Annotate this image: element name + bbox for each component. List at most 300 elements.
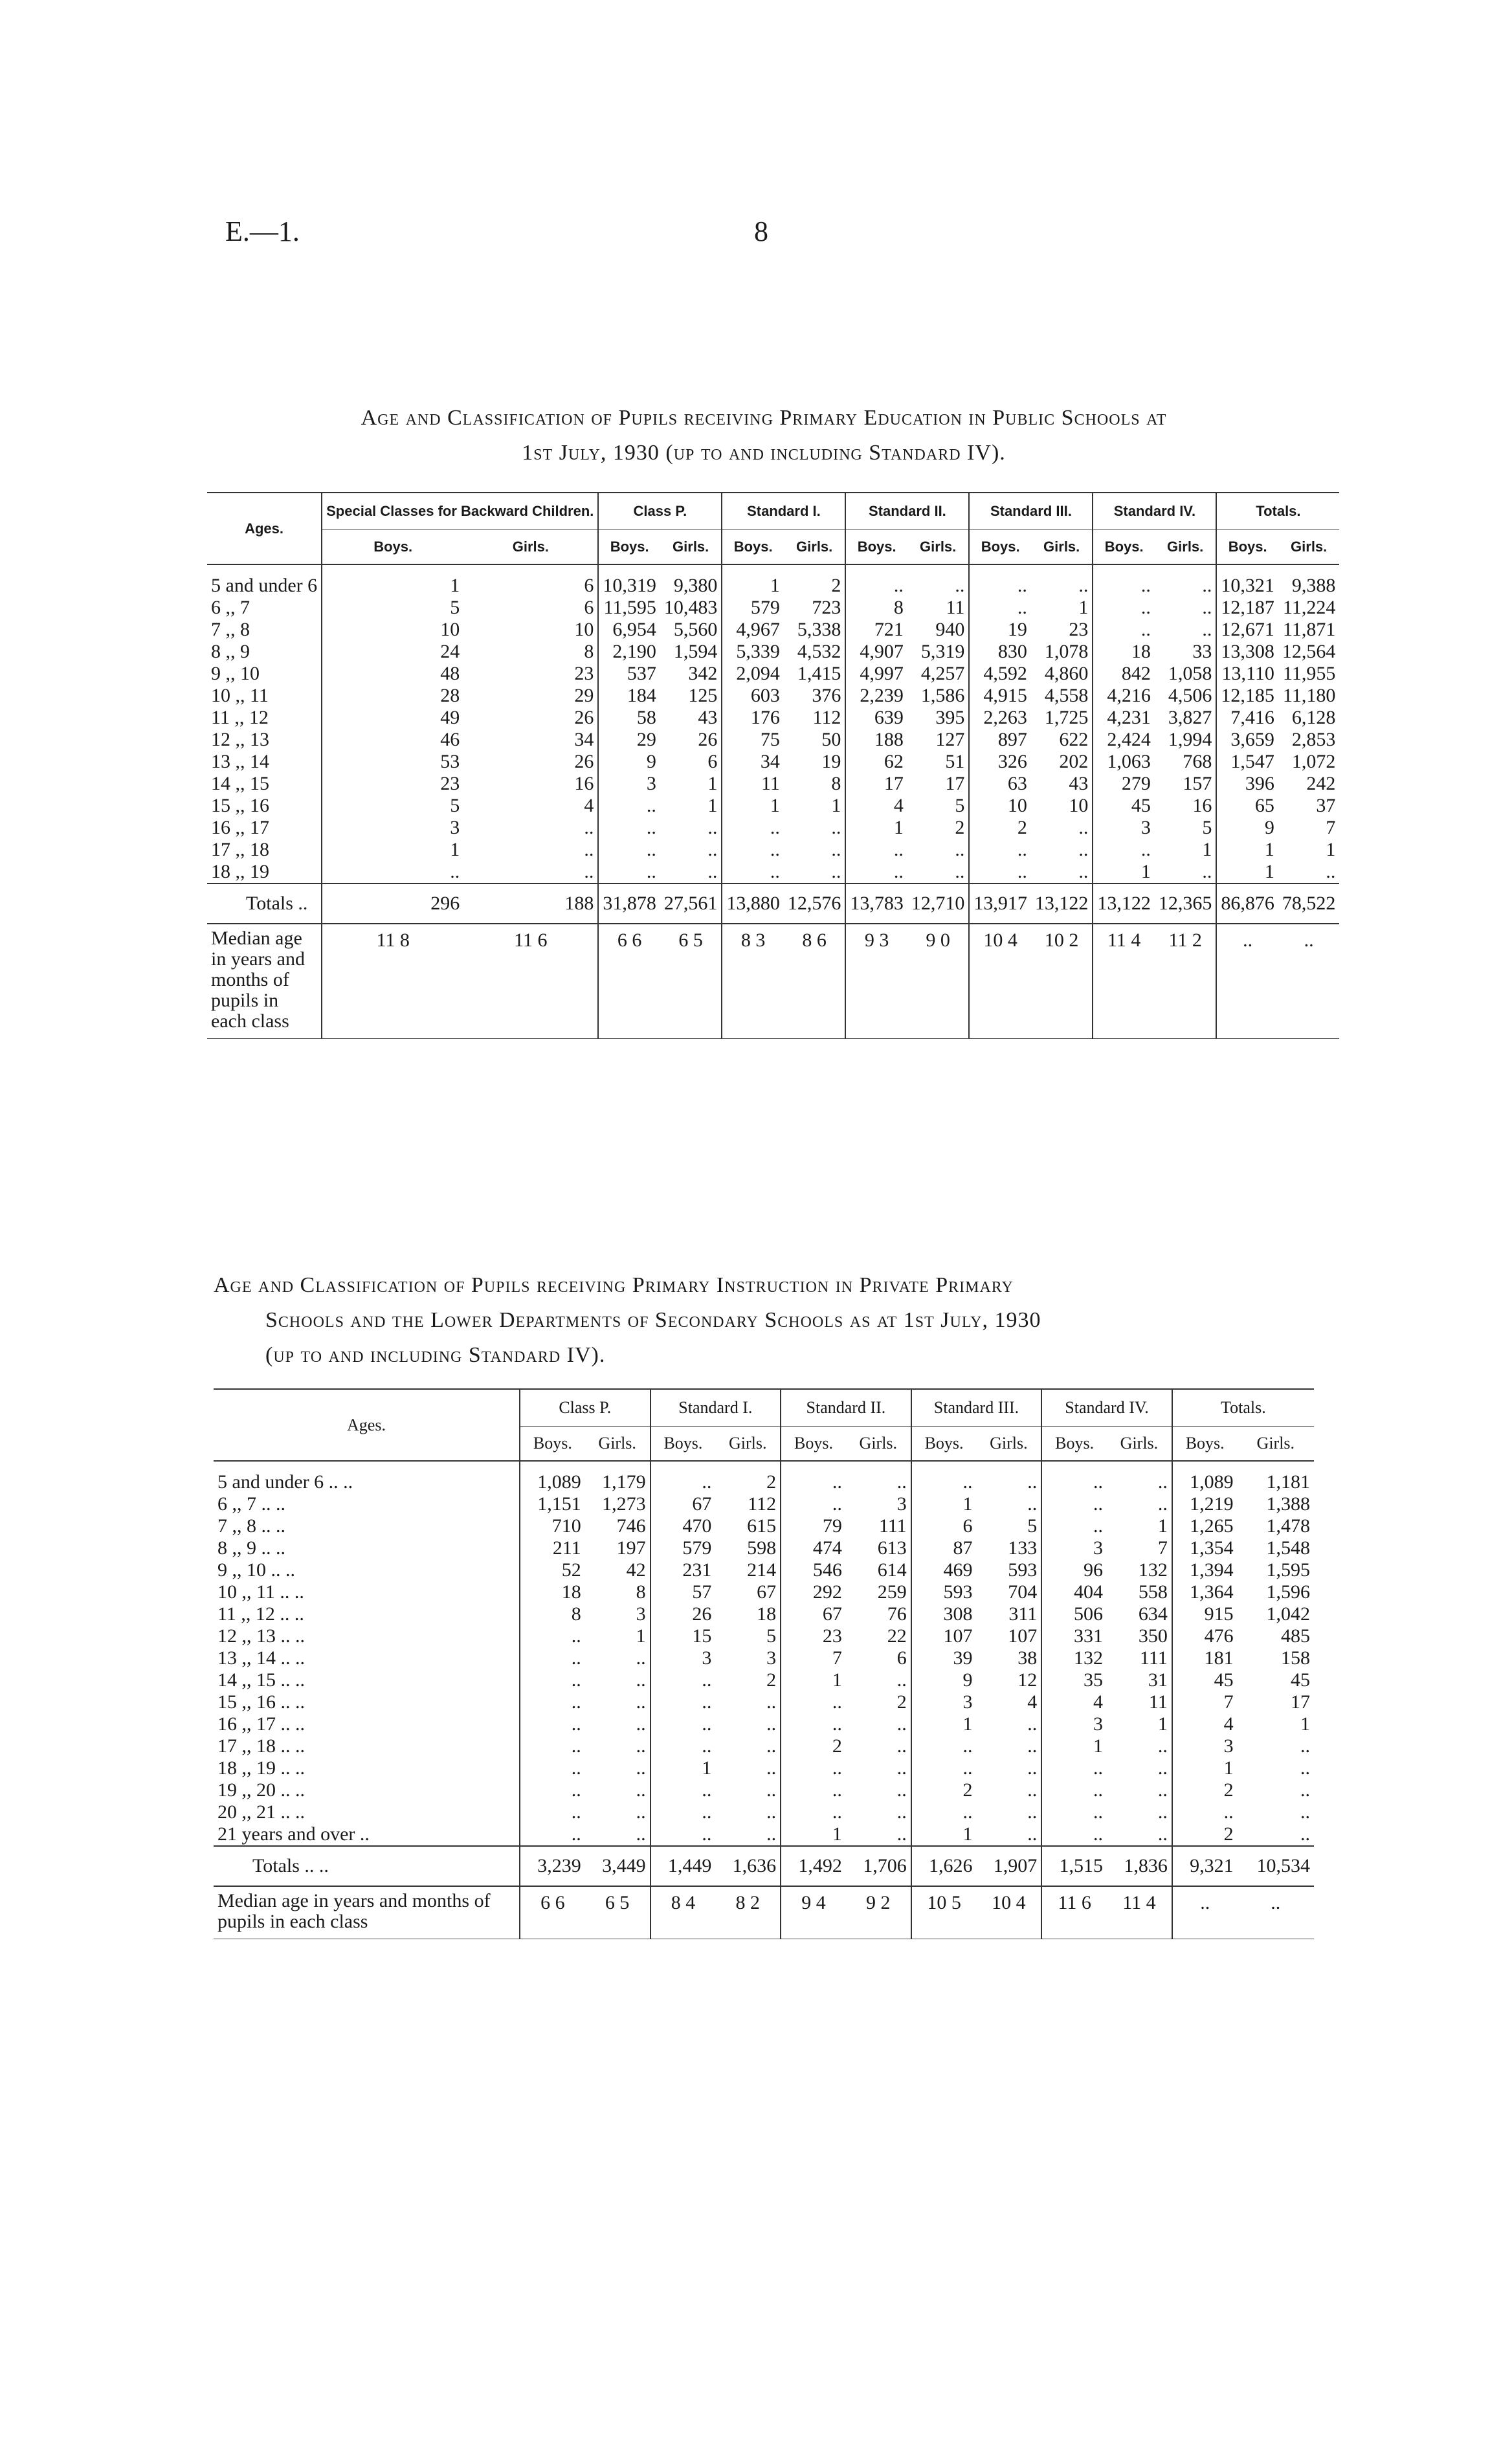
table2-title-line2: Schools and the Lower Departments of Secondary Schools as at 1st July, 1930 bbox=[265, 1308, 1041, 1332]
value-cell: 1 bbox=[911, 1713, 977, 1735]
value-cell: .. bbox=[1172, 1801, 1238, 1823]
value-cell: 31 bbox=[1148, 1669, 1168, 1691]
value-cell: .. bbox=[896, 1823, 907, 1845]
table-row bbox=[214, 1823, 1314, 1846]
total-cell: 1,836 bbox=[1124, 1855, 1168, 1876]
value-cell: 593 bbox=[1008, 1559, 1038, 1581]
value-cell: .. bbox=[845, 861, 907, 884]
value-cell: .. bbox=[911, 1757, 977, 1779]
value-cell: .. bbox=[707, 861, 718, 882]
value-cell: 15 bbox=[650, 1625, 716, 1647]
value-cell: 52 bbox=[520, 1559, 585, 1581]
table-row bbox=[214, 1779, 1314, 1801]
value-cell: .. bbox=[598, 861, 660, 884]
value-cell: 51 bbox=[945, 751, 965, 772]
total-cell: 86,876 bbox=[1216, 884, 1278, 924]
table1-group-header: Class P. bbox=[598, 493, 722, 530]
table-row bbox=[214, 1625, 1314, 1647]
value-cell: 1,595 bbox=[1266, 1559, 1310, 1581]
value-cell: 6 bbox=[584, 597, 594, 618]
value-cell: 259 bbox=[877, 1581, 907, 1603]
value-cell: .. bbox=[636, 1691, 646, 1713]
value-cell: 723 bbox=[812, 597, 841, 618]
age-cell: 9 ,, 10 .. .. bbox=[217, 1559, 295, 1581]
value-cell: .. bbox=[520, 1669, 585, 1691]
age-cell: 13 ,, 14 .. .. bbox=[217, 1647, 305, 1669]
table1-group-header: Standard IV. bbox=[1093, 493, 1216, 530]
value-cell: 13,308 bbox=[1216, 641, 1278, 663]
table-subheader-girls: Girls. bbox=[907, 530, 970, 565]
table-row bbox=[214, 1581, 1314, 1603]
value-cell: 1 bbox=[1078, 597, 1089, 618]
value-cell: .. bbox=[650, 1713, 716, 1735]
value-cell: .. bbox=[636, 1647, 646, 1669]
table-row bbox=[207, 729, 1339, 751]
value-cell: 915 bbox=[1172, 1603, 1238, 1625]
value-cell: 19 bbox=[969, 619, 1031, 641]
median-cell: 8 2 bbox=[735, 1892, 760, 1913]
median-cell: 8 4 bbox=[650, 1886, 716, 1939]
value-cell: .. bbox=[1041, 1801, 1107, 1823]
value-cell: 279 bbox=[1093, 773, 1155, 795]
value-cell: 598 bbox=[747, 1537, 777, 1559]
median-cell: .. bbox=[1172, 1886, 1238, 1939]
median-cell: .. bbox=[1271, 1892, 1281, 1913]
value-cell: 6,128 bbox=[1291, 707, 1336, 728]
value-cell: 331 bbox=[1041, 1625, 1107, 1647]
table2-title-line3: (up to and including Standard IV). bbox=[265, 1343, 606, 1367]
value-cell: .. bbox=[722, 861, 784, 884]
value-cell: 404 bbox=[1041, 1581, 1107, 1603]
median-cell: 10 2 bbox=[1044, 929, 1079, 951]
value-cell: 79 bbox=[781, 1515, 846, 1537]
value-cell: 197 bbox=[616, 1537, 646, 1559]
value-cell: 6 bbox=[911, 1515, 977, 1537]
table-row bbox=[214, 1603, 1314, 1625]
value-cell: 2 bbox=[896, 1691, 907, 1713]
value-cell: 5,338 bbox=[797, 619, 841, 640]
value-cell: 2 bbox=[911, 1779, 977, 1801]
value-cell: 11 bbox=[946, 597, 965, 618]
value-cell: 3 bbox=[896, 1493, 907, 1515]
value-cell: .. bbox=[1041, 1757, 1107, 1779]
age-cell: 7 ,, 8 .. .. bbox=[217, 1515, 285, 1537]
value-cell: 940 bbox=[935, 619, 965, 640]
value-cell: 9,380 bbox=[673, 575, 718, 596]
value-cell: .. bbox=[636, 1779, 646, 1801]
value-cell: 8 bbox=[584, 641, 594, 662]
value-cell: 11,224 bbox=[1283, 597, 1336, 618]
value-cell: 4,257 bbox=[920, 663, 965, 684]
value-cell: .. bbox=[1300, 1801, 1310, 1823]
total-cell: 1,907 bbox=[993, 1855, 1038, 1876]
value-cell: 4,997 bbox=[845, 663, 907, 685]
age-cell: 6 ,, 7 bbox=[211, 597, 250, 618]
value-cell: 29 bbox=[598, 729, 660, 751]
value-cell: 704 bbox=[1008, 1581, 1038, 1603]
table-subheader-boys: Boys. bbox=[781, 1427, 846, 1462]
median-cell: 11 4 bbox=[1122, 1892, 1156, 1913]
value-cell: 350 bbox=[1138, 1625, 1168, 1647]
table-row bbox=[207, 839, 1339, 861]
table-row bbox=[207, 751, 1339, 773]
table-row bbox=[207, 817, 1339, 839]
value-cell: .. bbox=[520, 1713, 585, 1735]
value-cell: 1,725 bbox=[1044, 707, 1089, 728]
median-cell: 6 6 bbox=[598, 924, 660, 1039]
value-cell: 9 bbox=[911, 1669, 977, 1691]
value-cell: .. bbox=[911, 1471, 977, 1493]
value-cell: 615 bbox=[747, 1515, 777, 1537]
value-cell: 506 bbox=[1041, 1603, 1107, 1625]
value-cell: 634 bbox=[1138, 1603, 1168, 1625]
table-row bbox=[214, 1493, 1314, 1515]
total-cell: 1,515 bbox=[1041, 1846, 1107, 1886]
age-cell: 12 ,, 13 .. .. bbox=[217, 1625, 305, 1647]
age-cell: 18 ,, 19 .. .. bbox=[217, 1757, 305, 1779]
median-cell: 6 5 bbox=[678, 929, 703, 951]
total-cell: 1,449 bbox=[650, 1846, 716, 1886]
value-cell: 87 bbox=[911, 1537, 977, 1559]
value-cell: 1 bbox=[845, 817, 907, 839]
table2-group-header: Standard III. bbox=[911, 1389, 1042, 1427]
total-cell: 1,636 bbox=[732, 1855, 777, 1876]
total-cell: 3,449 bbox=[602, 1855, 646, 1876]
value-cell: .. bbox=[896, 1757, 907, 1779]
value-cell: 22 bbox=[887, 1625, 907, 1647]
value-cell: 5 bbox=[322, 597, 463, 619]
value-cell: .. bbox=[896, 1779, 907, 1801]
value-cell: 111 bbox=[878, 1515, 907, 1537]
value-cell: 132 bbox=[1041, 1647, 1107, 1669]
value-cell: .. bbox=[636, 1735, 646, 1757]
value-cell: 9,388 bbox=[1291, 575, 1336, 596]
value-cell: 6 bbox=[584, 575, 594, 596]
median-cell: 9 3 bbox=[845, 924, 907, 1039]
value-cell: 2 bbox=[781, 1735, 846, 1757]
value-cell: 26 bbox=[574, 751, 594, 772]
value-cell: 18 bbox=[520, 1581, 585, 1603]
value-cell: 157 bbox=[1183, 773, 1212, 794]
value-cell: 11,955 bbox=[1283, 663, 1336, 684]
value-cell: 4 bbox=[1041, 1691, 1107, 1713]
table-row bbox=[214, 1537, 1314, 1559]
median-cell: 6 5 bbox=[605, 1892, 630, 1913]
value-cell: 1,058 bbox=[1168, 663, 1212, 684]
age-cell: 18 ,, 19 bbox=[211, 861, 269, 882]
value-cell: 579 bbox=[722, 597, 784, 619]
value-cell: 11 bbox=[722, 773, 784, 795]
value-cell: 639 bbox=[845, 707, 907, 729]
value-cell: .. bbox=[781, 1757, 846, 1779]
total-cell: 1,626 bbox=[911, 1846, 977, 1886]
value-cell: 42 bbox=[626, 1559, 646, 1581]
value-cell: 125 bbox=[688, 685, 718, 706]
total-cell: 296 bbox=[322, 884, 463, 924]
value-cell: .. bbox=[1027, 1471, 1038, 1493]
table1-group-header: Standard II. bbox=[845, 493, 969, 530]
value-cell: 1,354 bbox=[1172, 1537, 1238, 1559]
value-cell: 18 bbox=[757, 1603, 777, 1625]
value-cell: 2,190 bbox=[598, 641, 660, 663]
age-cell: 12 ,, 13 bbox=[211, 729, 269, 750]
table2-group-header: Standard IV. bbox=[1041, 1389, 1172, 1427]
value-cell: 23 bbox=[574, 663, 594, 684]
table-row bbox=[214, 1647, 1314, 1669]
value-cell: 1,586 bbox=[920, 685, 965, 706]
value-cell: 49 bbox=[322, 707, 463, 729]
value-cell: 470 bbox=[650, 1515, 716, 1537]
value-cell: 43 bbox=[698, 707, 718, 728]
table-row bbox=[214, 1559, 1314, 1581]
value-cell: 34 bbox=[722, 751, 784, 773]
table2-group-header: Standard I. bbox=[650, 1389, 781, 1427]
value-cell: 4,216 bbox=[1093, 685, 1155, 707]
table2-ages-header: Ages. bbox=[347, 1415, 386, 1434]
value-cell: .. bbox=[1093, 597, 1155, 619]
value-cell: 4 bbox=[1172, 1713, 1238, 1735]
value-cell: 4,860 bbox=[1044, 663, 1089, 684]
value-cell: .. bbox=[1041, 1471, 1107, 1493]
value-cell: 5 bbox=[322, 795, 463, 817]
age-cell: 10 ,, 11 bbox=[211, 685, 269, 706]
total-cell: 3,239 bbox=[520, 1846, 585, 1886]
value-cell: 2,424 bbox=[1093, 729, 1155, 751]
table-subheader-boys: Boys. bbox=[322, 530, 463, 565]
value-cell: 1,063 bbox=[1093, 751, 1155, 773]
value-cell: .. bbox=[707, 817, 718, 838]
median-cell: 11 6 bbox=[514, 929, 548, 951]
median-cell: 10 5 bbox=[911, 1886, 977, 1939]
value-cell: 63 bbox=[969, 773, 1031, 795]
value-cell: 10,319 bbox=[598, 575, 660, 597]
value-cell: 1,478 bbox=[1266, 1515, 1310, 1537]
value-cell: 76 bbox=[887, 1603, 907, 1625]
value-cell: 46 bbox=[322, 729, 463, 751]
value-cell: 188 bbox=[845, 729, 907, 751]
value-cell: .. bbox=[1027, 1823, 1038, 1845]
table-row bbox=[214, 1471, 1314, 1493]
value-cell: 107 bbox=[911, 1625, 977, 1647]
table-row bbox=[207, 641, 1339, 663]
value-cell: 3,827 bbox=[1168, 707, 1212, 728]
value-cell: 2,094 bbox=[722, 663, 784, 685]
value-cell: 1,548 bbox=[1266, 1537, 1310, 1559]
value-cell: 158 bbox=[1281, 1647, 1310, 1669]
total-cell: 12,576 bbox=[787, 893, 841, 914]
value-cell: 181 bbox=[1172, 1647, 1238, 1669]
table-subheader-boys: Boys. bbox=[520, 1427, 585, 1462]
value-cell: 45 bbox=[1093, 795, 1155, 817]
value-cell: 11,595 bbox=[598, 597, 660, 619]
median-cell: 9 2 bbox=[866, 1892, 891, 1913]
value-cell: 2 bbox=[831, 575, 841, 596]
total-cell: 31,878 bbox=[598, 884, 660, 924]
value-cell: .. bbox=[520, 1691, 585, 1713]
value-cell: 768 bbox=[1183, 751, 1212, 772]
value-cell: 474 bbox=[781, 1537, 846, 1559]
median-cell: 11 2 bbox=[1168, 929, 1202, 951]
value-cell: 19 bbox=[821, 751, 841, 772]
value-cell: 242 bbox=[1306, 773, 1336, 794]
value-cell: 1 bbox=[1157, 1515, 1168, 1537]
table-subheader-girls: Girls. bbox=[1031, 530, 1093, 565]
value-cell: .. bbox=[650, 1669, 716, 1691]
table-row bbox=[207, 795, 1339, 817]
value-cell: 292 bbox=[781, 1581, 846, 1603]
value-cell: .. bbox=[584, 817, 594, 838]
value-cell: .. bbox=[520, 1735, 585, 1757]
value-cell: 1 bbox=[1216, 861, 1278, 884]
value-cell: .. bbox=[955, 839, 965, 860]
value-cell: 48 bbox=[322, 663, 463, 685]
value-cell: 23 bbox=[322, 773, 463, 795]
value-cell: 24 bbox=[322, 641, 463, 663]
value-cell: 1 bbox=[650, 1757, 716, 1779]
value-cell: 1,042 bbox=[1266, 1603, 1310, 1625]
value-cell: 17 bbox=[845, 773, 907, 795]
value-cell: 1 bbox=[322, 575, 463, 597]
median-cell: 6 6 bbox=[520, 1886, 585, 1939]
value-cell: .. bbox=[1027, 1735, 1038, 1757]
value-cell: 5,339 bbox=[722, 641, 784, 663]
table-subheader-girls: Girls. bbox=[585, 1427, 650, 1462]
age-cell: 9 ,, 10 bbox=[211, 663, 260, 684]
value-cell: .. bbox=[1300, 1757, 1310, 1779]
value-cell: .. bbox=[845, 839, 907, 861]
total-cell: 1,706 bbox=[863, 1855, 907, 1876]
value-cell: .. bbox=[1157, 1471, 1168, 1493]
value-cell: 3 bbox=[598, 773, 660, 795]
value-cell: 4,506 bbox=[1168, 685, 1212, 706]
age-cell: 15 ,, 16 .. .. bbox=[217, 1691, 305, 1713]
value-cell: .. bbox=[766, 1735, 777, 1757]
value-cell: 17 bbox=[1291, 1691, 1310, 1713]
value-cell: 1 bbox=[1326, 839, 1336, 860]
value-cell: 4,532 bbox=[797, 641, 841, 662]
value-cell: .. bbox=[1326, 861, 1336, 882]
table-row bbox=[214, 1735, 1314, 1757]
value-cell: 57 bbox=[650, 1581, 716, 1603]
value-cell: 5 bbox=[766, 1625, 777, 1647]
value-cell: 1,994 bbox=[1168, 729, 1212, 750]
value-cell: 2 bbox=[766, 1471, 777, 1493]
value-cell: .. bbox=[650, 1823, 716, 1846]
value-cell: .. bbox=[1078, 839, 1089, 860]
total-cell: 12,710 bbox=[911, 893, 965, 914]
age-cell: 5 and under 6 bbox=[211, 575, 318, 596]
table-row bbox=[214, 1801, 1314, 1823]
value-cell: 45 bbox=[1291, 1669, 1310, 1691]
value-cell: 2 bbox=[1172, 1779, 1238, 1801]
value-cell: 2 bbox=[1172, 1823, 1238, 1846]
median-row bbox=[207, 924, 1339, 1039]
value-cell: .. bbox=[896, 1801, 907, 1823]
value-cell: .. bbox=[766, 1691, 777, 1713]
value-cell: 7 bbox=[1157, 1537, 1168, 1559]
value-cell: 603 bbox=[722, 685, 784, 707]
value-cell: .. bbox=[1300, 1779, 1310, 1801]
median-row bbox=[214, 1886, 1314, 1939]
value-cell: 12,187 bbox=[1216, 597, 1278, 619]
value-cell: 2,853 bbox=[1291, 729, 1336, 750]
value-cell: 3 bbox=[1172, 1735, 1238, 1757]
value-cell: .. bbox=[636, 1669, 646, 1691]
value-cell: .. bbox=[896, 1713, 907, 1735]
value-cell: .. bbox=[1027, 1713, 1038, 1735]
table-subheader-boys: Boys. bbox=[650, 1427, 716, 1462]
age-cell: 14 ,, 15 bbox=[211, 773, 269, 794]
table2 bbox=[214, 1388, 1314, 1939]
total-cell: 13,783 bbox=[845, 884, 907, 924]
page-ref: E.—1. bbox=[225, 216, 300, 247]
value-cell: 2,239 bbox=[845, 685, 907, 707]
value-cell: .. bbox=[1157, 1823, 1168, 1845]
value-cell: 43 bbox=[1069, 773, 1089, 794]
table-subheader-boys: Boys. bbox=[969, 530, 1031, 565]
value-cell: .. bbox=[1202, 597, 1212, 618]
value-cell: 2 bbox=[969, 817, 1031, 839]
value-cell: 2 bbox=[766, 1669, 777, 1691]
value-cell: 11,180 bbox=[1283, 685, 1336, 706]
value-cell: 11 bbox=[1148, 1691, 1168, 1713]
value-cell: .. bbox=[1078, 861, 1089, 882]
age-cell: 14 ,, 15 .. .. bbox=[217, 1669, 305, 1691]
value-cell: .. bbox=[1027, 1757, 1038, 1779]
value-cell: 1 bbox=[707, 795, 718, 816]
table-row bbox=[214, 1515, 1314, 1537]
table1-group-header: Special Classes for Backward Children. bbox=[322, 493, 598, 530]
value-cell: 5,319 bbox=[920, 641, 965, 662]
value-cell: 710 bbox=[520, 1515, 585, 1537]
value-cell: 1,596 bbox=[1266, 1581, 1310, 1603]
value-cell: 396 bbox=[1216, 773, 1278, 795]
value-cell: .. bbox=[1093, 575, 1155, 597]
median-label: Median age in years and months of pupils in each class bbox=[211, 928, 305, 1032]
value-cell: 3 bbox=[1093, 817, 1155, 839]
value-cell: .. bbox=[1041, 1493, 1107, 1515]
value-cell: 10 bbox=[574, 619, 594, 640]
total-cell: 12,365 bbox=[1158, 893, 1212, 914]
value-cell: .. bbox=[781, 1691, 846, 1713]
value-cell: .. bbox=[781, 1713, 846, 1735]
value-cell: .. bbox=[969, 575, 1031, 597]
value-cell: 26 bbox=[574, 707, 594, 728]
value-cell: 1,089 bbox=[1172, 1471, 1238, 1493]
value-cell: 4,967 bbox=[722, 619, 784, 641]
age-cell: 8 ,, 9 bbox=[211, 641, 250, 662]
value-cell: 4,231 bbox=[1093, 707, 1155, 729]
value-cell: 4 bbox=[845, 795, 907, 817]
value-cell: .. bbox=[636, 1757, 646, 1779]
value-cell: 1,219 bbox=[1172, 1493, 1238, 1515]
value-cell: 1 bbox=[781, 1823, 846, 1846]
value-cell: 558 bbox=[1138, 1581, 1168, 1603]
value-cell: 10,483 bbox=[663, 597, 718, 618]
table2-group-header: Class P. bbox=[520, 1389, 650, 1427]
table-subheader-girls: Girls. bbox=[976, 1427, 1041, 1462]
value-cell: 1 bbox=[911, 1493, 977, 1515]
value-cell: 35 bbox=[1041, 1669, 1107, 1691]
value-cell: 16 bbox=[574, 773, 594, 794]
table-subheader-girls: Girls. bbox=[784, 530, 846, 565]
table-row bbox=[207, 861, 1339, 884]
value-cell: 132 bbox=[1138, 1559, 1168, 1581]
value-cell: .. bbox=[781, 1471, 846, 1493]
totals-row bbox=[214, 1846, 1314, 1886]
age-cell: 6 ,, 7 .. .. bbox=[217, 1493, 285, 1515]
value-cell: 4,592 bbox=[969, 663, 1031, 685]
